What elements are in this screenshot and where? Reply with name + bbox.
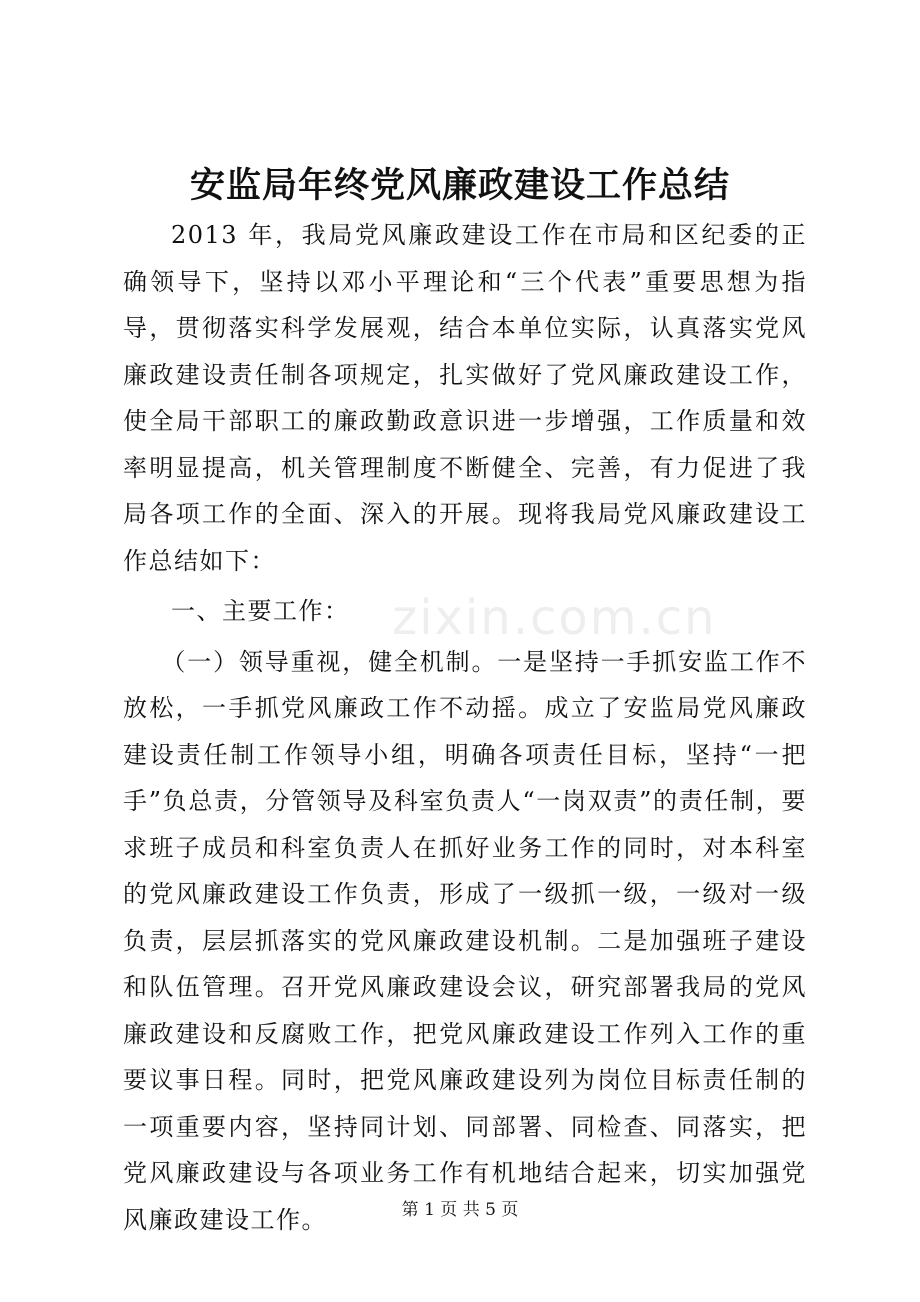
document-title: 安监局年终党风廉政建设工作总结 [189,165,730,206]
page-footer: 第 1 页 共 5 页 [401,1200,519,1220]
subsection-paragraph-1: （一）领导重视，健全机制。一是坚持一手抓安监工作不放松，一手抓党风廉政工作不动摇。成立了安监局党风廉政建设责任制工作领导小组，明确各项责任目标，坚持“一把手”负总责，分管领导及科室负责人“一岗双责”的责任制，要求班子成员和科室负责人在抓好业务工作的同时，对本科室的党风廉政建设工作负责，形成了一级抓一级，一级对一级负责，层层抓落实的党风廉政建设机制。二是加强班子建设和队伍管理。召开党风廉政建设会议，研究部署我局的党风廉政建设和反腐败工作，把党风廉政建设工作列入工作的重要议事日程。同时，把党风廉政建设列为岗位目标责任制的一项重要内容，坚持同计划、同部署、同检查、同落实，把党风廉政建设与各项业务工作有机地结合起来，切实加强党风廉政建设工作。 [123,647,807,1234]
document-body [123,212,807,1243]
section-heading-main-work: 一、主要工作： [171,597,350,625]
watermark: zixin.com.cn [392,590,717,646]
intro-paragraph: 2013 年，我局党风廉政建设工作在市局和区纪委的正确领导下，坚持以邓小平理论和“三个代表”重要思想为指导，贯彻落实科学发展观，结合本单位实际，认真落实党风廉政建设责任制各项规定，扎实做好了党风廉政建设工作，使全局干部职工的廉政勤政意识进一步增强，工作质量和效率明显提高，机关管理制度不断健全、完善，有力促进了我局各项工作的全面、深入的开展。现将我局党风廉政建设工作总结如下： [123,221,807,575]
